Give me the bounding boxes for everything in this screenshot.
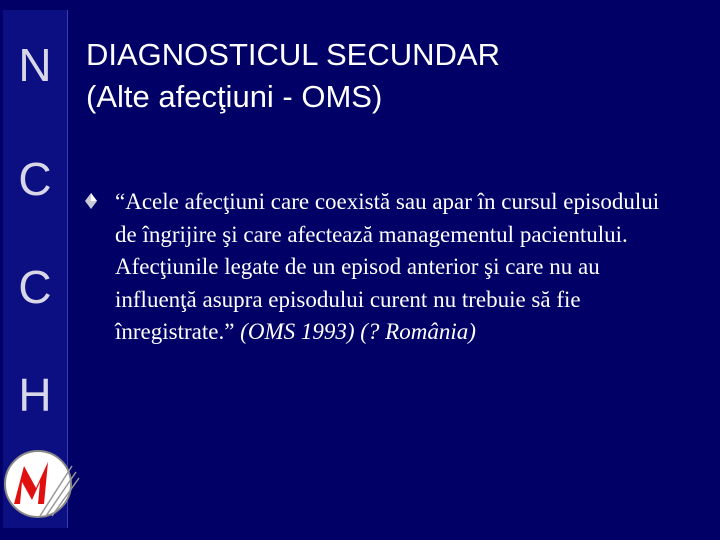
quote-citation: (OMS 1993) (? România) xyxy=(240,319,476,344)
sidebar-letter-c-2: C xyxy=(18,261,52,313)
sidebar-letter-n: N xyxy=(18,39,52,91)
quote-text: “Acele afecţiuni care coexistă sau apar în cursul episodului de îngrijire şi care afectează managementul pacientului. Afecţiunile legate de un episod anterior şi care nu au influenţă asupra episodului curent nu trebuie să fie înregistrate.” xyxy=(115,189,660,344)
ncch-logo-icon xyxy=(0,444,80,524)
quote-paragraph xyxy=(115,186,675,349)
title-line-2: (Alte afecţiuni - OMS) xyxy=(86,79,383,114)
title-line-1: DIAGNOSTICUL SECUNDAR xyxy=(86,37,500,72)
sidebar-letter-c-1: C xyxy=(18,153,52,205)
diamond-bullet-icon xyxy=(84,193,98,209)
sidebar-letter-h: H xyxy=(18,369,52,421)
slide-title xyxy=(86,34,706,118)
